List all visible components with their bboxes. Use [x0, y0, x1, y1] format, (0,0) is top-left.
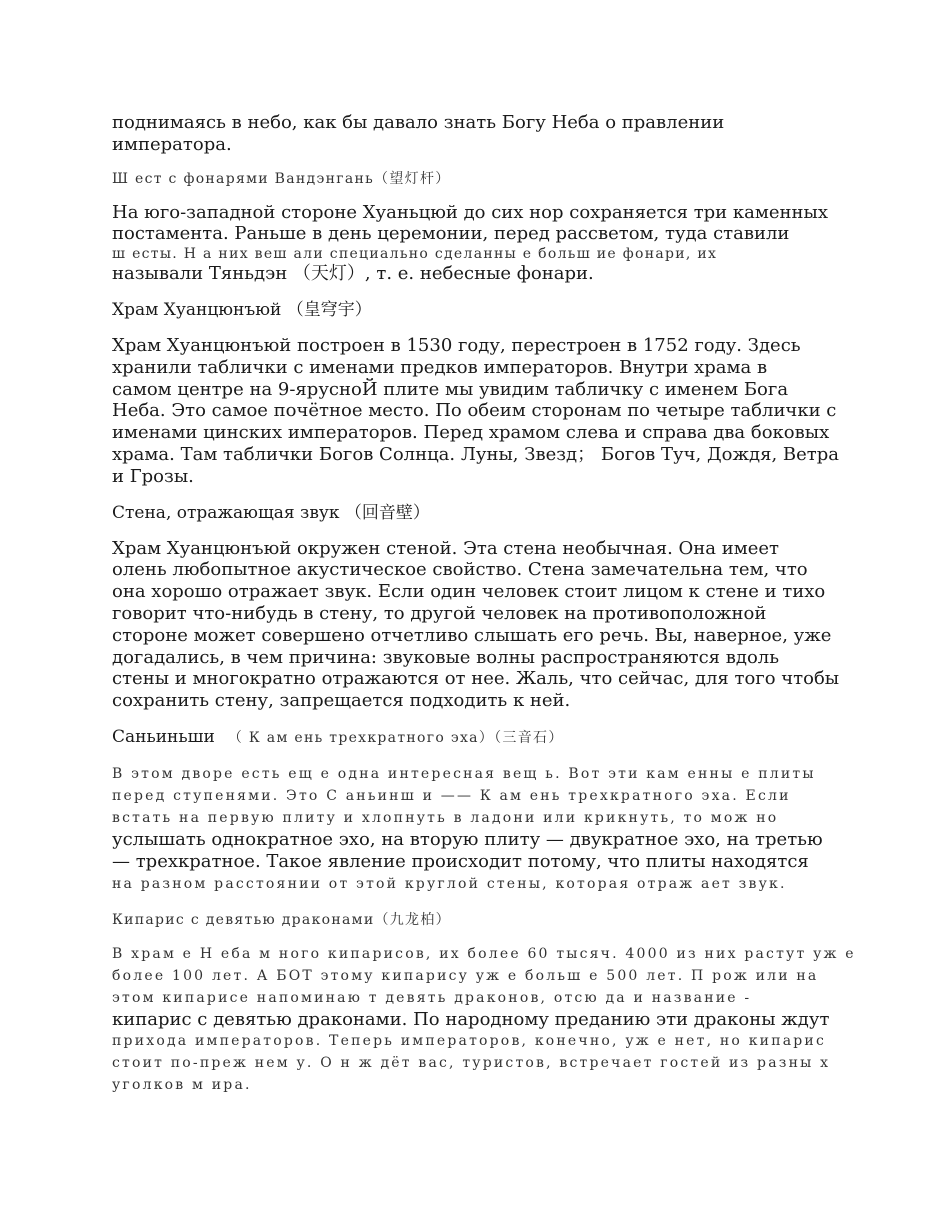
paragraph-line: и Грозы. — [112, 465, 194, 487]
paragraph-line: хранили таблички с именами предков императоров. Внутри храма в — [112, 356, 768, 378]
triple-echo-heading-main: Саньиньши — [112, 726, 215, 747]
intro-paragraph — [112, 112, 842, 156]
triple-echo-heading-sub: （ К ам ень трехкратного эха）（三音石） — [227, 729, 564, 746]
paragraph-line: Храм Хуанцюнъюй построен в 1530 году, перестроен в 1752 году. Здесь — [112, 334, 801, 356]
paragraph-line: самом центре на 9-ярусноЙ плите мы увидим табличку с именем Бога — [112, 378, 789, 400]
echo-wall-paragraph — [112, 538, 842, 712]
paragraph-line: уголков м ира. — [112, 1077, 252, 1094]
paragraph-line: Храм Хуанцюнъюй окружен стеной. Эта стена необычная. Она имеет — [112, 537, 779, 559]
paragraph-line: перед ступенями. Это С аньинш и —— К ам ень трехкратного эха. Если — [112, 787, 791, 804]
paragraph-line: встать на первую плиту и хлопнуть в ладони или крикнуть, то мож но — [112, 809, 779, 826]
paragraph-line: Неба. Это самое почётное место. По обеим сторонам по четыре таблички с — [112, 400, 837, 422]
intro-line: поднимаясь в небо, как бы давало знать Богу Неба о правлении — [112, 112, 725, 133]
paragraph-line: именами цинских императоров. Перед храмом слева и справа два боковых — [112, 422, 830, 444]
lantern-paragraph — [112, 202, 842, 285]
paragraph-line: стороне может совершено отчетливо слышать его речь. Вы, наверное, уже — [112, 624, 832, 646]
paragraph-line: более 100 лет. А БОТ этому кипарису уж е больш е 500 лет. П рож или на — [112, 967, 819, 984]
lantern-heading: Ш ест с фонарями Вандэнгань（望灯杆） — [112, 170, 451, 187]
paragraph-line: На юго-западной стороне Хуаньцюй до сих нор сохраняется три каменных — [112, 201, 829, 223]
paragraph-line: услышать однократное эхо, на вторую плиту — двукратное эхо, на третью — [112, 828, 823, 850]
triple-echo-heading — [112, 726, 842, 749]
paragraph-line: кипарис с девятью драконами. По народному преданию эти драконы ждут — [112, 1008, 830, 1030]
paragraph-line: называли Тяньдэн （天灯）, т. е. небесные фонари. — [112, 263, 594, 285]
paragraph-line: говорит что-нибудь в стену, то другой человек на противоположной — [112, 602, 767, 624]
paragraph-line: стены и многократно отражаются от нее. Жаль, что сейчас, для того чтобы — [112, 668, 840, 690]
paragraph-line: стоит по-преж нем у. О н ж дёт вас, туристов, встречает гостей из разны х — [112, 1055, 831, 1072]
echo-wall-heading: Стена, отражающая звук （回音壁） — [112, 502, 430, 523]
paragraph-line: этом кипарисе напоминаю т девять драконов, отсю да и название - — [112, 989, 752, 1006]
vault-heading: Храм Хуанцюнъюй （皇穹宇） — [112, 299, 372, 320]
triple-echo-paragraph — [112, 763, 842, 895]
paragraph-line: — трехкратное. Такое явление происходит потому, что плиты находятся — [112, 850, 809, 872]
paragraph-line: она хорошо отражает звук. Если один человек стоит лицом к стене и тихо — [112, 581, 826, 603]
vault-paragraph — [112, 335, 842, 488]
intro-line: императора. — [112, 133, 232, 155]
paragraph-line: прихода императоров. Теперь императоров, конечно, уж е нет, но кипарис — [112, 1033, 826, 1050]
document-page — [112, 112, 856, 1096]
paragraph-line: догадались, в чем причина: звуковые волны распространяются вдоль — [112, 646, 780, 668]
paragraph-line: В храм е Н еба м ного кипарисов, их более 60 тысяч. 4000 из них растут уж е — [112, 945, 856, 962]
cypress-paragraph — [112, 943, 856, 1097]
paragraph-line: постамента. Раньше в день церемонии, перед рассветом, туда ставили — [112, 223, 790, 245]
paragraph-line: В этом дворе есть ещ е одна интересная вещ ь. Вот эти кам енны е плиты — [112, 765, 816, 782]
paragraph-line: ш есты. Н а них веш али специально сделанны е больш ие фонари, их — [112, 246, 718, 263]
paragraph-line: олень любопытное акустическое свойство. Стена замечательна тем, что — [112, 559, 808, 581]
paragraph-line: на разном расстоянии от этой круглой стены, которая отраж ает звук. — [112, 875, 787, 892]
paragraph-line: сохранить стену, запрещается подходить к ней. — [112, 690, 571, 712]
paragraph-line: храма. Там таблички Богов Солнца. Луны, Звезд； Богов Туч, Дождя, Ветра — [112, 443, 839, 465]
cypress-heading: Кипарис с девятью драконами（九龙柏） — [112, 911, 451, 928]
